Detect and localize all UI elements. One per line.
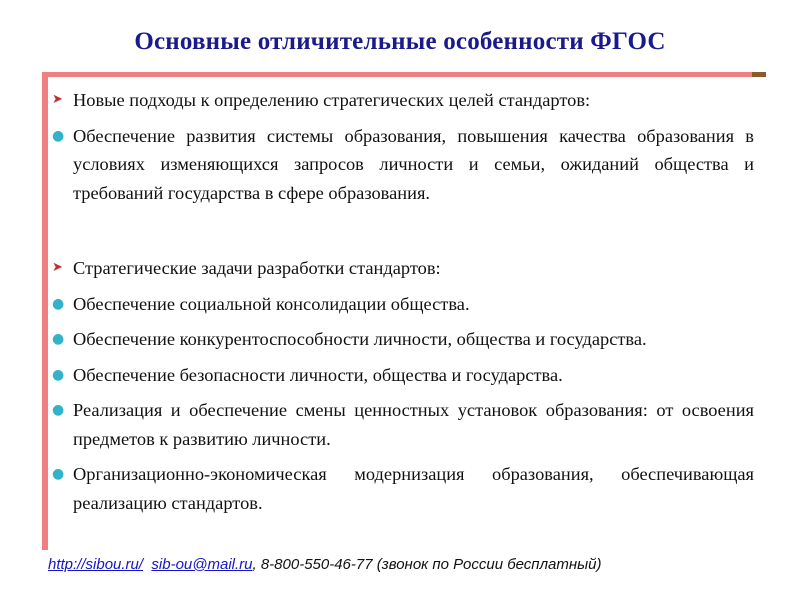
slide-content — [52, 86, 754, 524]
footer — [48, 556, 602, 573]
website-link[interactable]: http://sibou.ru/ — [48, 556, 144, 573]
top-divider — [42, 72, 762, 77]
list-item-text: Реализация и обеспечение смены ценностных установок образования: от освоения предметов к развитию личности. — [73, 400, 754, 449]
section-heading-goals — [52, 86, 754, 115]
dot-bullet-icon: ● — [52, 295, 65, 312]
list-item — [52, 122, 754, 208]
dot-bullet-icon: ● — [52, 331, 65, 347]
list-item — [52, 290, 754, 319]
list-item — [52, 325, 754, 354]
phone-text: , 8-800-550-46-77 (звонок по России бесплатный) — [252, 556, 602, 573]
arrow-bullet-icon: ➤ — [52, 260, 63, 275]
section-heading-text: Стратегические задачи разработки стандартов: — [73, 258, 441, 278]
section-heading-tasks — [52, 254, 754, 283]
list-item — [52, 396, 754, 453]
left-divider — [42, 72, 48, 550]
section-heading-text: Новые подходы к определению стратегических целей стандартов: — [73, 90, 591, 110]
list-item-text: Организационно-экономическая модернизация образования, обеспечивающая реализацию стандартов. — [73, 464, 754, 513]
dot-bullet-icon: ● — [52, 127, 65, 144]
list-item-text: Обеспечение социальной консолидации общества. — [73, 293, 470, 314]
list-item — [52, 460, 754, 517]
list-item-text: Обеспечение развития системы образования, повышения качества образования в условиях изменяющихся запросов личности и семьи, ожиданий общества и требований государства в сфере образования. — [73, 125, 754, 203]
list-item-text: Обеспечение конкурентоспособности личности, общества и государства. — [73, 329, 647, 349]
slide-title: Основные отличительные особенности ФГОС — [134, 28, 666, 55]
dot-bullet-icon: ● — [52, 466, 65, 482]
list-item — [52, 361, 754, 390]
list-item-text: Обеспечение безопасности личности, общества и государства. — [73, 364, 563, 385]
section-spacer — [52, 214, 754, 254]
top-divider-end — [752, 72, 766, 77]
arrow-bullet-icon: ➤ — [52, 92, 63, 107]
dot-bullet-icon: ● — [52, 402, 65, 418]
email-link[interactable]: sib-ou@mail.ru — [151, 556, 253, 573]
dot-bullet-icon: ● — [52, 366, 65, 383]
